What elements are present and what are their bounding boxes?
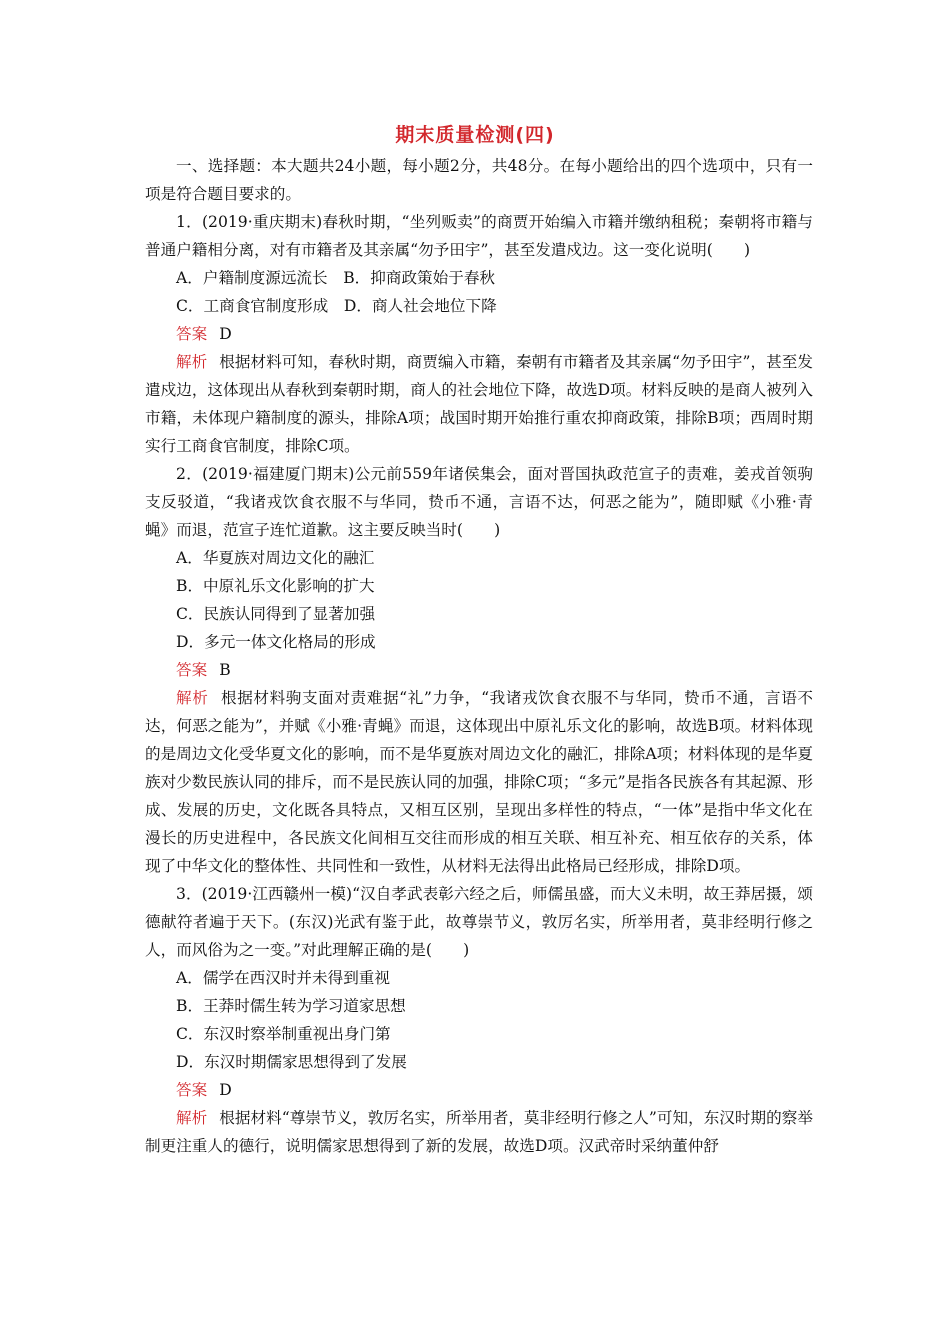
answer-label: 答案 [176, 1081, 208, 1099]
option-line: C．东汉时察举制重视出身门第 [176, 1025, 391, 1043]
answer-value: D [219, 325, 232, 343]
analysis-label: 解析 [176, 1109, 208, 1127]
answer-line [145, 656, 813, 684]
analysis-paragraph [145, 684, 813, 880]
option-line: A．儒学在西汉时并未得到重视 [176, 969, 390, 987]
section-intro: 一、选择题：本大题共24小题，每小题2分，共48分。在每小题给出的四个选项中，只有一项是符合题目要求的。 [145, 157, 813, 203]
option-line: B．王莽时儒生转为学习道家思想 [176, 997, 406, 1015]
answer-line [145, 320, 813, 348]
answer-label: 答案 [176, 661, 208, 679]
option-line: B．中原礼乐文化影响的扩大 [176, 577, 375, 595]
option-line: D．东汉时期儒家思想得到了发展 [176, 1053, 407, 1071]
question-stem: 3．(2019·江西赣州一模)“汉自孝武表彰六经之后，师儒虽盛，而大义未明，故王莽居摄，颂德献符者遍于天下。(东汉)光武有鉴于此，故尊崇节义，敦厉名实，所举用者，莫非经明行修之人，而风俗为之一变。”对此理解正确的是( ) [145, 885, 813, 959]
option-line: C．工商食官制度形成 D．商人社会地位下降 [176, 297, 497, 315]
question-3 [145, 880, 813, 1160]
question-1 [145, 208, 813, 460]
option-line: A．华夏族对周边文化的融汇 [176, 549, 375, 567]
page-title: 期末质量检测(四) [395, 124, 555, 146]
question-stem: 2．(2019·福建厦门期末)公元前559年诸侯集会，面对晋国执政范宣子的责难，姜戎首领驹支反驳道，“我诸戎饮食衣服不与华同，贽币不通，言语不达，何恶之能为”，随即赋《小雅·青蝇》而退，范宣子连忙道歉。这主要反映当时( ) [145, 465, 813, 539]
analysis-text: 根据材料“尊崇节义，敦厉名实，所举用者，莫非经明行修之人”可知，东汉时期的察举制更注重人的德行，说明儒家思想得到了新的发展，故选D项。汉武帝时采纳董仲舒 [145, 1109, 813, 1155]
option-line: D．多元一体文化格局的形成 [176, 633, 376, 651]
option-line: C．民族认同得到了显著加强 [176, 605, 376, 623]
answer-value: D [219, 1081, 232, 1099]
analysis-text: 根据材料可知，春秋时期，商贾编入市籍，秦朝有市籍者及其亲属“勿予田宇”，甚至发遣戍边，这体现出从春秋到秦朝时期，商人的社会地位下降，故选D项。材料反映的是商人被列入市籍，未体现户籍制度的源头，排除A项；战国时期开始推行重农抑商政策，排除B项；西周时期实行工商食官制度，排除C项。 [145, 353, 813, 455]
question-stem: 1．(2019·重庆期末)春秋时期，“坐列贩卖”的商贾开始编入市籍并缴纳租税；秦朝将市籍与普通户籍相分离，对有市籍者及其亲属“勿予田宇”，甚至发遣戍边。这一变化说明( ) [145, 213, 813, 259]
analysis-paragraph [145, 348, 813, 460]
document-body [145, 152, 813, 1160]
analysis-paragraph [145, 1104, 813, 1160]
answer-label: 答案 [176, 325, 208, 343]
answer-line [145, 1076, 813, 1104]
analysis-label: 解析 [176, 353, 208, 371]
analysis-label: 解析 [176, 689, 209, 707]
answer-value: B [219, 661, 231, 679]
question-2 [145, 460, 813, 880]
option-line: A．户籍制度源远流长 B．抑商政策始于春秋 [176, 269, 496, 287]
analysis-text: 根据材料驹支面对责难据“礼”力争，“我诸戎饮食衣服不与华同，贽币不通，言语不达，何恶之能为”，并赋《小雅·青蝇》而退，这体现出中原礼乐文化的影响，故选B项。材料体现的是周边文化受华夏文化的影响，而不是华夏族对周边文化的融汇，排除A项；材料体现的是华夏族对少数民族认同的排斥，而不是民族认同的加强，排除C项；“多元”是指各民族各有其起源、形成、发展的历史，文化既各具特点，又相互区别，呈现出多样性的特点，“一体”是指中华文化在漫长的历史进程中，各民族文化间相互交往而形成的相互关联、相互补充、相互依存的关系，体现了中华文化的整体性、共同性和一致性，从材料无法得出此格局已经形成，排除D项。 [145, 689, 813, 875]
